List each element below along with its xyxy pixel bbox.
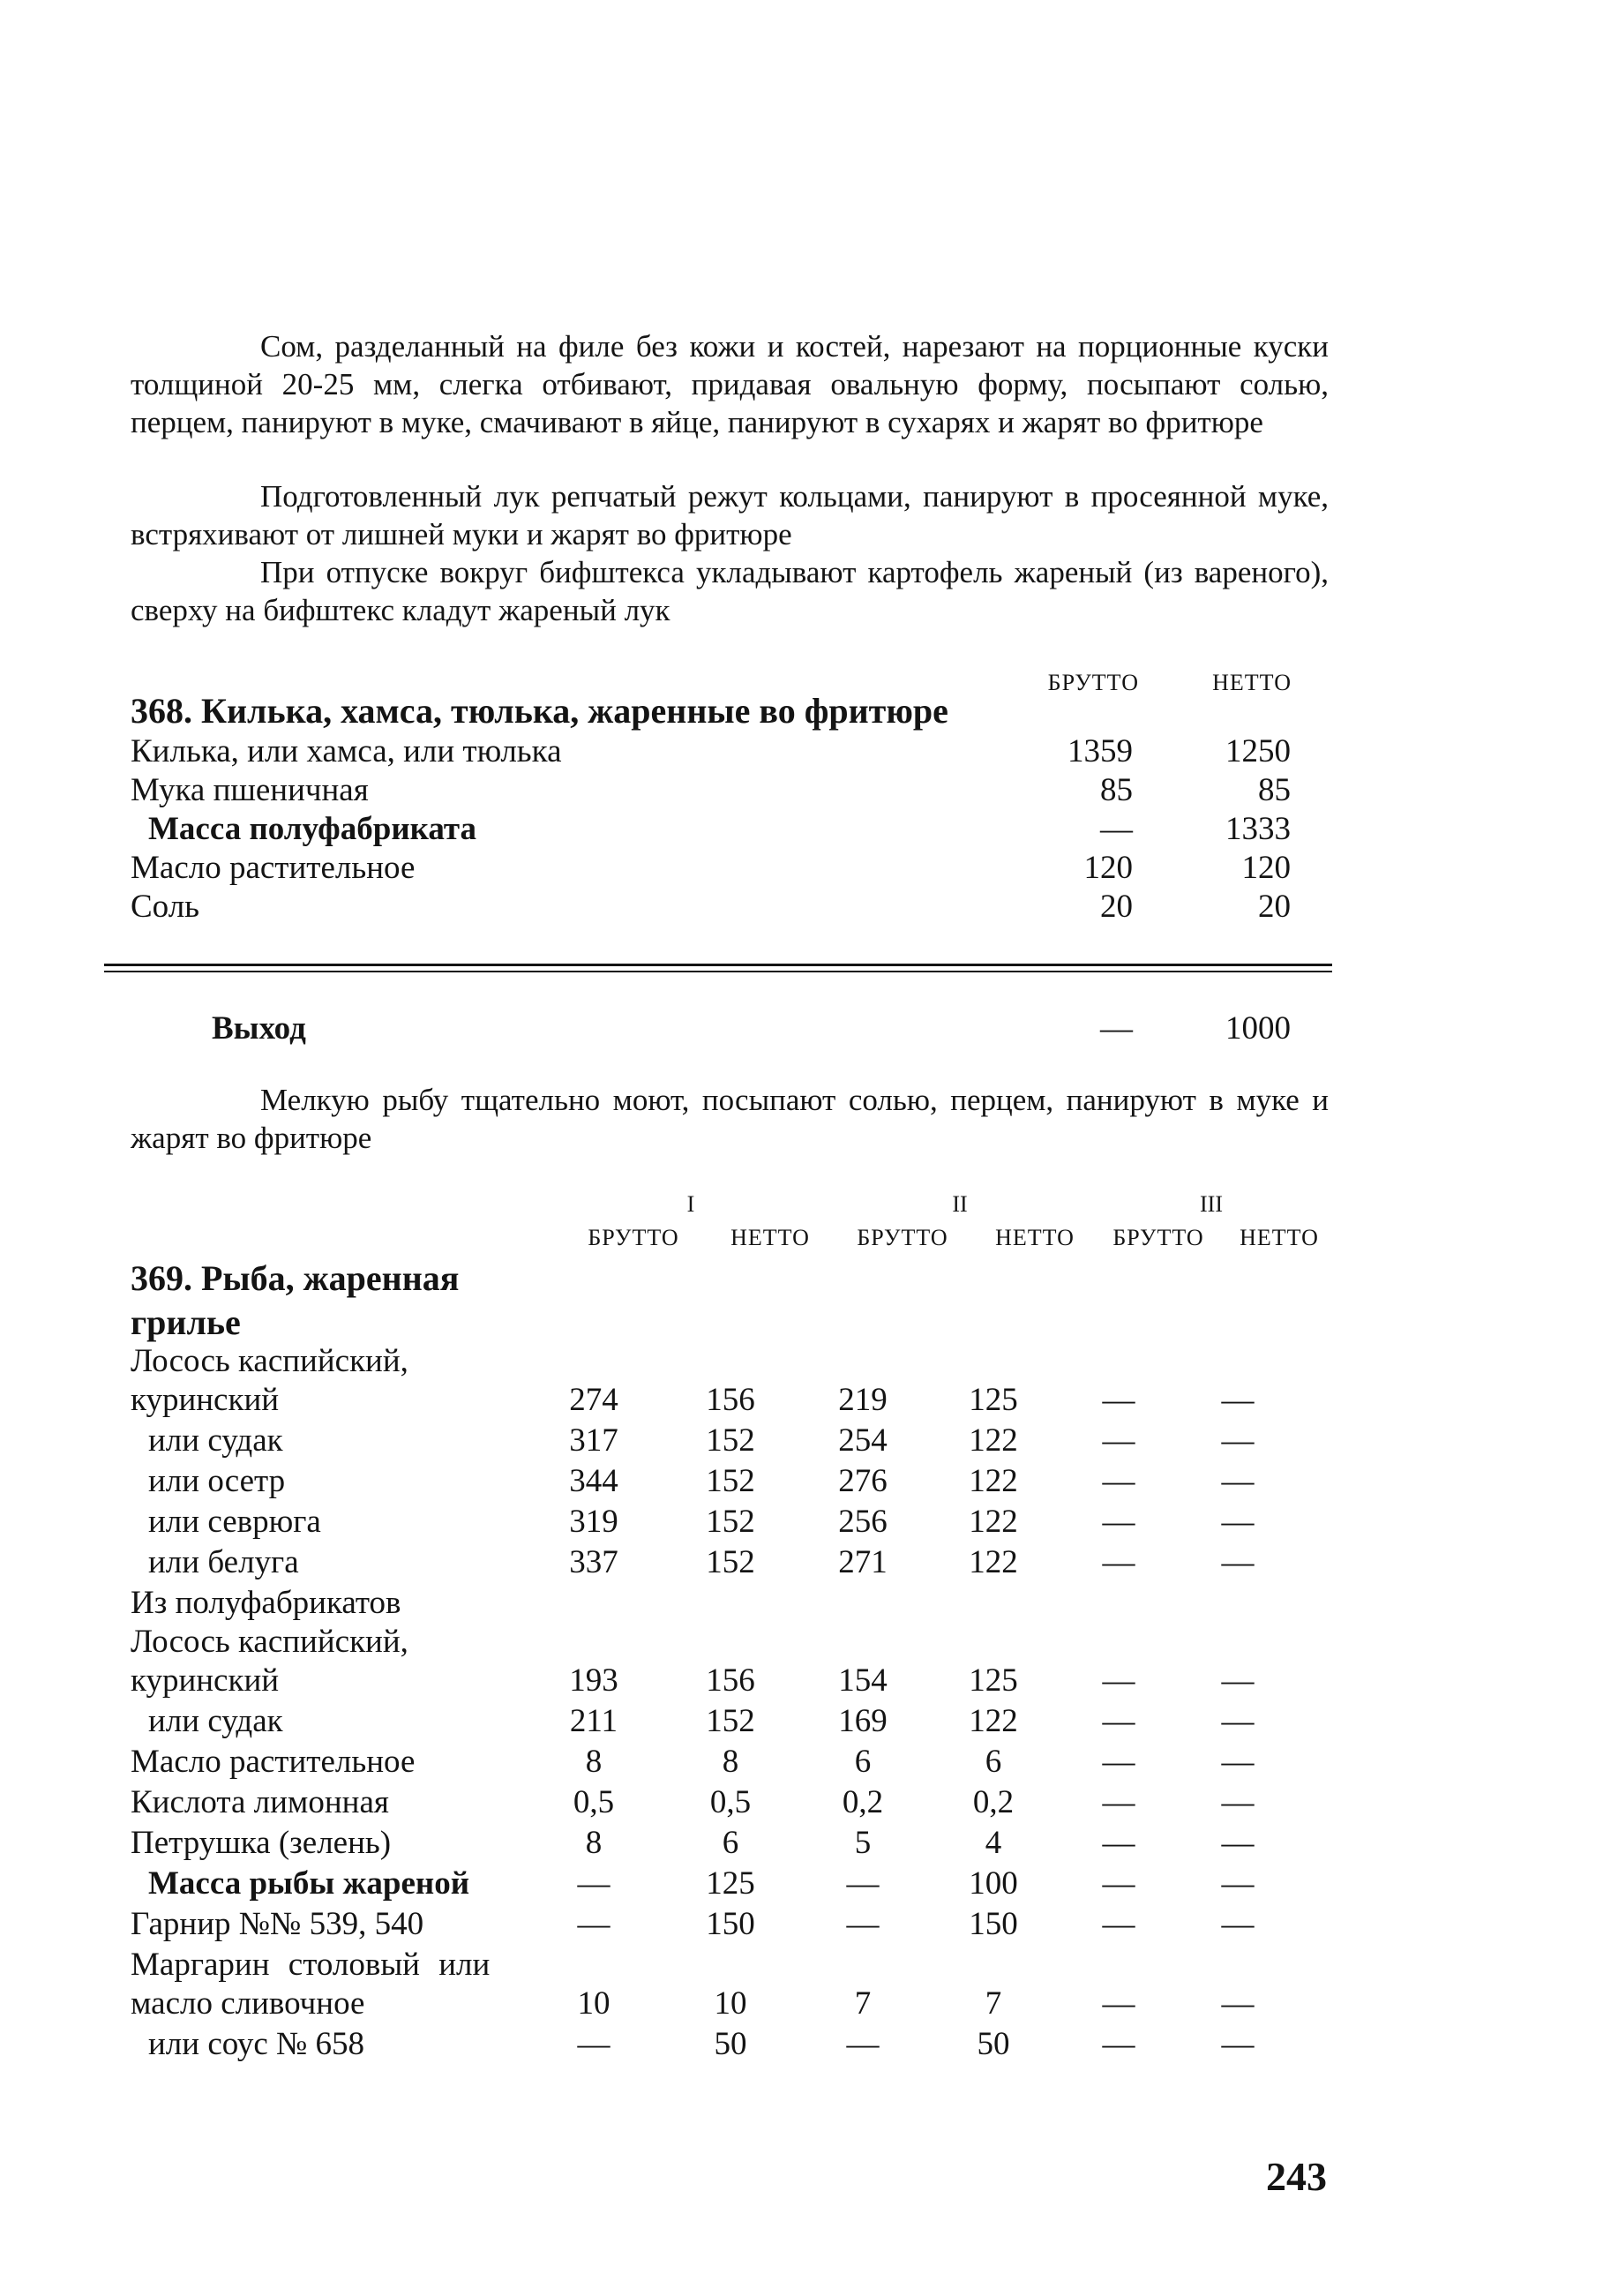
ingredient-name: Килька, или хамса, или тюлька <box>131 733 562 769</box>
cell-value: 156 <box>706 1382 755 1418</box>
ingredient-name: Лосось каспийский, <box>131 1624 408 1660</box>
cell-value: — <box>1102 1544 1135 1580</box>
cell-value: — <box>1221 1662 1255 1699</box>
group-label-2: II <box>952 1191 968 1217</box>
cell-value: — <box>1221 1784 1255 1820</box>
cell-value: 7 <box>985 1985 1002 2022</box>
cell-value: — <box>1102 1784 1135 1820</box>
cell-value: 193 <box>569 1662 618 1699</box>
group-label-3: III <box>1200 1191 1223 1217</box>
cell-value: 152 <box>706 1422 755 1459</box>
cell-value: 274 <box>569 1382 618 1418</box>
cell-value: 50 <box>714 2026 747 2062</box>
brutto-value: — <box>1100 1010 1133 1047</box>
netto-value: 1250 <box>1225 733 1291 769</box>
ingredient-name: или судак <box>148 1422 283 1459</box>
ingredient-name: Из полуфабрикатов <box>131 1585 401 1621</box>
cell-value: — <box>1102 1985 1135 2022</box>
cell-value: 7 <box>854 1985 872 2022</box>
table-row <box>131 1782 1339 1823</box>
header-brutto-2: БРУТТО <box>857 1225 948 1250</box>
cell-value: 0,5 <box>573 1784 615 1820</box>
cell-value: 211 <box>569 1703 618 1739</box>
table-row <box>131 810 1329 849</box>
netto-value: 120 <box>1241 850 1291 886</box>
ingredient-name: или осетр <box>148 1463 286 1499</box>
ingredient-name: или белуга <box>148 1544 299 1580</box>
paragraph-serving: При отпуске вокруг бифштекса укладывают картофель жареный (из вареного), сверху на бифштекс кладут жареный лук <box>131 555 1329 627</box>
brutto-value: 85 <box>1100 772 1133 808</box>
cell-value: — <box>1221 1985 1255 2022</box>
ingredient-name: Лосось каспийский, <box>131 1343 408 1379</box>
cell-value: 154 <box>838 1662 888 1699</box>
cell-value: 122 <box>969 1504 1018 1540</box>
cell-value: — <box>577 1865 610 1902</box>
cell-value: — <box>1221 1463 1255 1499</box>
brutto-value: 1359 <box>1067 733 1133 769</box>
ingredient-name: или судак <box>148 1703 283 1739</box>
divider <box>104 971 1332 972</box>
cell-value: — <box>1221 1422 1255 1459</box>
table-row <box>131 1904 1339 1945</box>
ingredient-name: Петрушка (зелень) <box>131 1825 392 1861</box>
table-row <box>131 1341 1339 1382</box>
header-netto-1: НЕТТО <box>730 1225 810 1250</box>
cell-value: — <box>846 1865 880 1902</box>
ingredient-name: куринский <box>131 1662 280 1699</box>
cell-value: — <box>1102 1865 1135 1902</box>
cell-value: 10 <box>714 1985 747 2022</box>
cell-value: — <box>1102 1662 1135 1699</box>
ingredient-name: Соль <box>131 889 200 925</box>
cell-value: 8 <box>585 1744 603 1780</box>
cell-value: 8 <box>585 1825 603 1861</box>
netto-value: 1333 <box>1225 811 1291 847</box>
cell-value: 152 <box>706 1544 755 1580</box>
page-number: 243 <box>1266 2154 1327 2199</box>
output-label: Выход <box>212 1010 306 1047</box>
cell-value: — <box>1102 1422 1135 1459</box>
cell-value: 150 <box>706 1906 755 1942</box>
cell-value: 317 <box>569 1422 618 1459</box>
cell-value: — <box>1102 1906 1135 1942</box>
table-row <box>131 1701 1339 1742</box>
cell-value: 0,2 <box>842 1784 884 1820</box>
paragraph-small-fish-prep: Мелкую рыбу тщательно моют, посыпают солью, перцем, панируют в муке и жарят во фритюре <box>131 1083 1329 1155</box>
cell-value: 122 <box>969 1422 1018 1459</box>
table-row <box>131 1461 1339 1502</box>
cell-value: 125 <box>969 1382 1018 1418</box>
table-row <box>131 1622 1339 1662</box>
cell-value: 10 <box>577 1985 610 2022</box>
brutto-value: — <box>1100 811 1133 847</box>
cell-value: — <box>1221 1382 1255 1418</box>
cell-value: 125 <box>969 1662 1018 1699</box>
cell-value: 152 <box>706 1504 755 1540</box>
ingredient-name: или соус № 658 <box>148 2026 365 2062</box>
table-row <box>131 771 1329 810</box>
cell-value: 271 <box>838 1544 888 1580</box>
cell-value: — <box>1221 1703 1255 1739</box>
table-row <box>131 1583 1339 1624</box>
cell-value: 125 <box>706 1865 755 1902</box>
paragraph-catfish-prep: Сом, разделанный на филе без кожи и костей, нарезают на порционные куски толщиной 20-25 мм, слегка отбивают, придавая овальную форму, посыпают солью, перцем, панируют в муке, смачивают в яйце, панируют в сухарях и жарят во фритюре <box>131 329 1329 439</box>
ingredient-name: Мука пшеничная <box>131 772 369 808</box>
netto-value: 85 <box>1258 772 1291 808</box>
cell-value: 319 <box>569 1504 618 1540</box>
cell-value: — <box>577 2026 610 2062</box>
cell-value: 0,5 <box>709 1784 752 1820</box>
cell-value: — <box>846 2026 880 2062</box>
group-label-1: I <box>686 1191 695 1217</box>
ingredient-name: куринский <box>131 1382 280 1418</box>
table-row <box>131 732 1329 771</box>
table-row <box>131 1380 1339 1421</box>
table-row <box>131 1542 1339 1583</box>
table-row <box>131 2024 1339 2065</box>
cell-value: 50 <box>977 2026 1010 2062</box>
ingredient-name: масло сливочное <box>131 1985 365 2022</box>
cell-value: 256 <box>838 1504 888 1540</box>
cell-value: 169 <box>838 1703 888 1739</box>
table-row <box>131 1742 1339 1782</box>
cell-value: 0,2 <box>972 1784 1015 1820</box>
cell-value: 4 <box>985 1825 1002 1861</box>
table-row <box>131 1661 1339 1701</box>
cell-value: — <box>1221 1906 1255 1942</box>
cell-value: — <box>1221 1544 1255 1580</box>
ingredient-name: Масло растительное <box>131 1744 416 1780</box>
ingredient-name: Масса полуфабриката <box>148 811 477 847</box>
cell-value: — <box>577 1906 610 1942</box>
ingredient-name: Кислота лимонная <box>131 1784 389 1820</box>
cell-value: — <box>846 1906 880 1942</box>
table-row <box>131 888 1329 927</box>
cell-value: 122 <box>969 1463 1018 1499</box>
header-brutto-3: БРУТТО <box>1112 1225 1204 1250</box>
table-row <box>131 849 1329 888</box>
cell-value: 5 <box>854 1825 872 1861</box>
ingredient-name: или севрюга <box>148 1504 321 1540</box>
ingredient-name: Гарнир №№ 539, 540 <box>131 1906 424 1942</box>
cell-value: — <box>1102 2026 1135 2062</box>
cell-value: 6 <box>854 1744 872 1780</box>
cell-value: 152 <box>706 1703 755 1739</box>
table-row <box>131 1823 1339 1864</box>
header-brutto: БРУТТО <box>1047 670 1139 695</box>
header-netto: НЕТТО <box>1212 670 1292 695</box>
divider <box>104 964 1332 966</box>
recipe-369-title-line2: грилье <box>131 1302 241 1342</box>
brutto-value: 20 <box>1100 889 1133 925</box>
cell-value: 6 <box>722 1825 739 1861</box>
header-netto-2: НЕТТО <box>995 1225 1075 1250</box>
cell-value: — <box>1221 1825 1255 1861</box>
cell-value: — <box>1102 1825 1135 1861</box>
cell-value: 344 <box>569 1463 618 1499</box>
recipe-369-title-line1: 369. Рыба, жаренная <box>131 1258 460 1298</box>
ingredient-name: Маргарин столовый или <box>131 1947 491 1983</box>
cell-value: 150 <box>969 1906 1018 1942</box>
header-netto-3: НЕТТО <box>1240 1225 1319 1250</box>
netto-value: 20 <box>1258 889 1291 925</box>
cell-value: 8 <box>722 1744 739 1780</box>
cell-value: 122 <box>969 1544 1018 1580</box>
cell-value: — <box>1102 1744 1135 1780</box>
recipe-368-title: 368. Килька, хамса, тюлька, жаренные во фритюре <box>131 691 948 731</box>
cell-value: 156 <box>706 1662 755 1699</box>
cell-value: 122 <box>969 1703 1018 1739</box>
table-row <box>131 1502 1339 1542</box>
cell-value: — <box>1221 1504 1255 1540</box>
cell-value: — <box>1221 2026 1255 2062</box>
cell-value: 152 <box>706 1463 755 1499</box>
cell-value: 276 <box>838 1463 888 1499</box>
cell-value: — <box>1102 1703 1135 1739</box>
cell-value: 219 <box>838 1382 888 1418</box>
cell-value: — <box>1102 1463 1135 1499</box>
output-row <box>131 1009 1329 1048</box>
cell-value: 254 <box>838 1422 888 1459</box>
header-brutto-1: БРУТТО <box>588 1225 679 1250</box>
cell-value: 337 <box>569 1544 618 1580</box>
ingredient-name: Масса рыбы жареной <box>148 1865 470 1902</box>
cell-value: — <box>1221 1865 1255 1902</box>
cell-value: — <box>1102 1382 1135 1418</box>
table-row <box>131 1945 1339 1985</box>
table-row <box>131 1984 1339 2024</box>
table-row <box>131 1864 1339 1904</box>
cell-value: — <box>1221 1744 1255 1780</box>
paragraph-onion-prep: Подготовленный лук репчатый режут кольцами, панируют в просеянной муке, встряхивают от лишней муки и жарят во фритюре <box>131 479 1329 551</box>
brutto-value: 120 <box>1083 850 1133 886</box>
netto-value: 1000 <box>1225 1010 1291 1047</box>
ingredient-name: Масло растительное <box>131 850 416 886</box>
cell-value: — <box>1102 1504 1135 1540</box>
cell-value: 100 <box>969 1865 1018 1902</box>
cell-value: 6 <box>985 1744 1002 1780</box>
table-row <box>131 1421 1339 1461</box>
